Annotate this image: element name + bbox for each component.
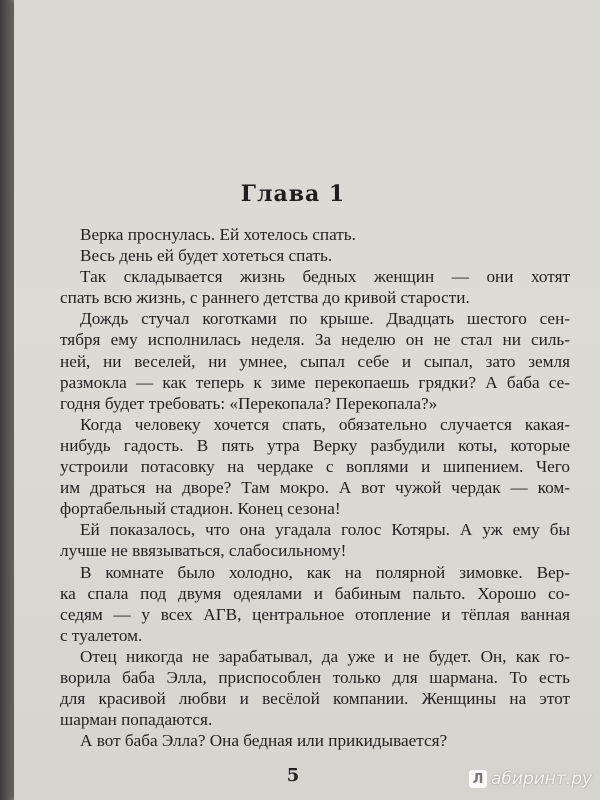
paragraph — [60, 224, 570, 245]
book-spine-edge — [0, 0, 14, 800]
text-line: Весь день ей будет хотеться спать. — [80, 246, 333, 266]
paragraph — [60, 308, 570, 413]
text-line: Верка проснулась. Ей хотелось спать. — [80, 225, 356, 244]
paragraph — [60, 266, 570, 308]
paragraph — [60, 414, 570, 519]
labirint-logo-icon: Л — [469, 770, 487, 788]
paragraph — [60, 245, 570, 266]
text-line: лучше не ввязываться, слабосильному! — [60, 541, 347, 561]
chapter-body-text — [60, 224, 570, 751]
text-line: Ей показалось, что она угадала голос Котяры. А уж ему бы — [80, 520, 570, 540]
labirint-watermark — [469, 769, 592, 789]
text-line: размокла — как теперь к зиме перекопаешь грядки? А баба се- — [60, 372, 570, 392]
text-line: А вот баба Элла? Она бедная или прикидывается? — [80, 731, 448, 751]
text-line: седям — у всех АГВ, центральное отопление и тёплая ванная — [60, 604, 570, 624]
watermark-text: абиринт.ру — [491, 769, 593, 789]
paragraph — [60, 519, 570, 561]
page-number: 5 — [286, 765, 300, 786]
paragraph — [60, 562, 570, 646]
text-line: Так складывается жизнь бедных женщин — они хотят — [80, 267, 570, 287]
text-line: фортабельный стадион. Конец сезона! — [60, 499, 341, 519]
text-line: ворила баба Элла, приспособлен только для шармана. То есть — [60, 667, 570, 687]
text-line: шарман попадаются. — [60, 710, 213, 730]
book-page — [14, 0, 600, 800]
text-line: Дождь стучал коготками по крыше. Двадцать шестого сен- — [80, 309, 570, 329]
chapter-title: Глава 1 — [240, 181, 346, 207]
text-line: тября ему исполнилась неделя. За неделю он не стал ни силь- — [60, 330, 570, 350]
text-line: с туалетом. — [60, 625, 143, 645]
text-line: ней, ни веселей, ни умнее, сыпал себе и сыпал, зато земля — [60, 351, 570, 371]
text-line: для красивой любви и весёлой компании. Женщины на этот — [60, 689, 570, 709]
text-line: нибудь гадость. В пять утра Верку разбудили коты, которые — [60, 435, 570, 455]
text-line: В комнате было холодно, как на полярной зимовке. Вер- — [80, 562, 570, 582]
text-line: Отец никогда не зарабатывал, да уже и не будет. Он, как го- — [80, 646, 570, 666]
paragraph — [60, 646, 570, 730]
text-line: годня будет требовать: «Перекопала? Перекопала?» — [60, 393, 438, 413]
text-line: устроили потасовку на чердаке с воплями и шипением. Чего — [60, 457, 570, 477]
text-line: спать всю жизнь, с раннего детства до кривой старости. — [60, 288, 470, 308]
text-line: им драться на дворе? Там мокро. А вот чужой чердак — ком- — [60, 478, 570, 498]
paragraph — [60, 730, 570, 751]
text-line: Когда человеку хочется спать, обязательно случается какая- — [80, 414, 570, 434]
text-line: ка спала под двумя одеялами и бабиным пальто. Хорошо со- — [60, 583, 570, 603]
